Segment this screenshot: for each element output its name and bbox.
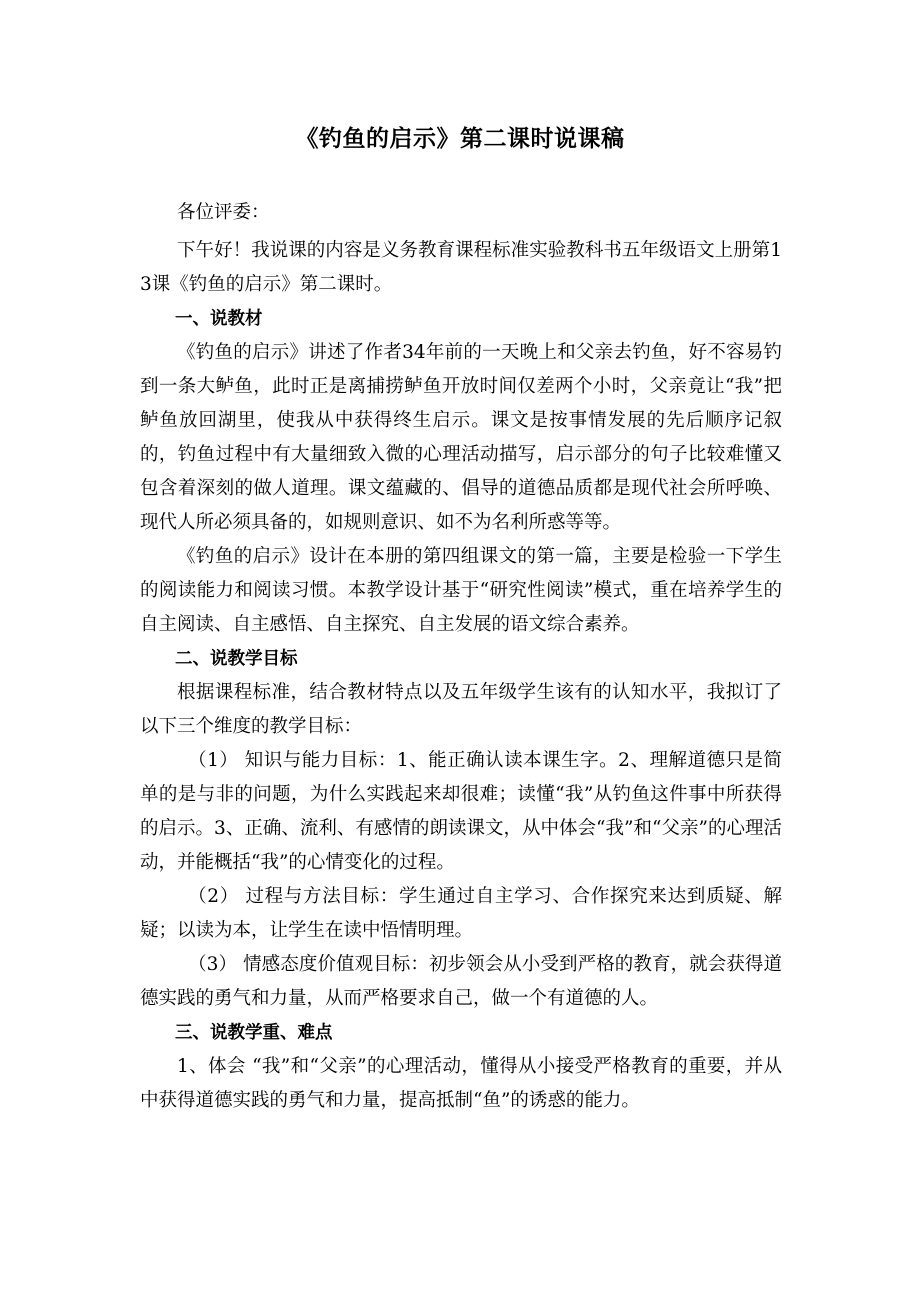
section-heading-objectives: 二、说教学目标 <box>175 649 298 669</box>
intro-paragraph: 下午好！我说课的内容是义务教育课程标准实验教科书五年级语文上册第13课《钓鱼的启示》第二课时。 <box>140 240 782 295</box>
document-title: 《钓鱼的启示》第二课时说课稿 <box>295 125 625 152</box>
textbook-paragraph: 《钓鱼的启示》讲述了作者34年前的一天晚上和父亲去钓鱼，好不容易钓到一条大鲈鱼，此时正是离捕捞鲈鱼开放时间仅差两个小时，父亲竟让“我”把鲈鱼放回湖里，使我从中获得终生启示。课文是按事情发展的先后顺序记叙的，钓鱼过程中有大量细致入微的心理活动描写，启示部分的句子比较难懂又包含着深刻的做人道理。课文蕴藏的、倡导的道德品质都是现代社会所呼唤、现代人所必须具备的，如规则意识、如不为名利所惑等等。 <box>140 342 782 533</box>
key-points-paragraph: 1、体会 “我”和“父亲”的心理活动，懂得从小接受严格教育的重要，并从中获得道德实践的勇气和力量，提高抵制“鱼”的诱惑的能力。 <box>140 1056 782 1111</box>
document-body <box>140 196 782 1118</box>
objective-item: （2） 过程与方法目标：学生通过自主学习、合作探究来达到质疑、解疑；以读为本，让学生在读中悟情明理。 <box>140 886 782 941</box>
objectives-paragraph: 根据课程标准，结合教材特点以及五年级学生该有的认知水平，我拟订了以下三个维度的教学目标： <box>140 682 782 737</box>
objective-item: （1） 知识与能力目标：1、能正确认读本课生字。2、理解道德只是简单的是与非的问题，为什么实践起来却很难；读懂“我”从钓鱼这件事中所获得的启示。3、正确、流利、有感情的朗读课文，从中体会“我”和“父亲”的心理活动，并能概括“我”的心情变化的过程。 <box>140 750 782 873</box>
objective-item: （3） 情感态度价值观目标：初步领会从小受到严格的教育，就会获得道德实践的勇气和力量，从而严格要求自己，做一个有道德的人。 <box>140 954 782 1009</box>
textbook-paragraph: 《钓鱼的启示》设计在本册的第四组课文的第一篇，主要是检验一下学生的阅读能力和阅读习惯。本教学设计基于“研究性阅读”模式，重在培养学生的自主阅读、自主感悟、自主探究、自主发展的语文综合素养。 <box>140 546 782 635</box>
salutation: 各位评委： <box>177 202 270 223</box>
section-heading-textbook: 一、说教材 <box>175 309 263 329</box>
section-heading-key-points: 三、说教学重、难点 <box>175 1023 333 1043</box>
